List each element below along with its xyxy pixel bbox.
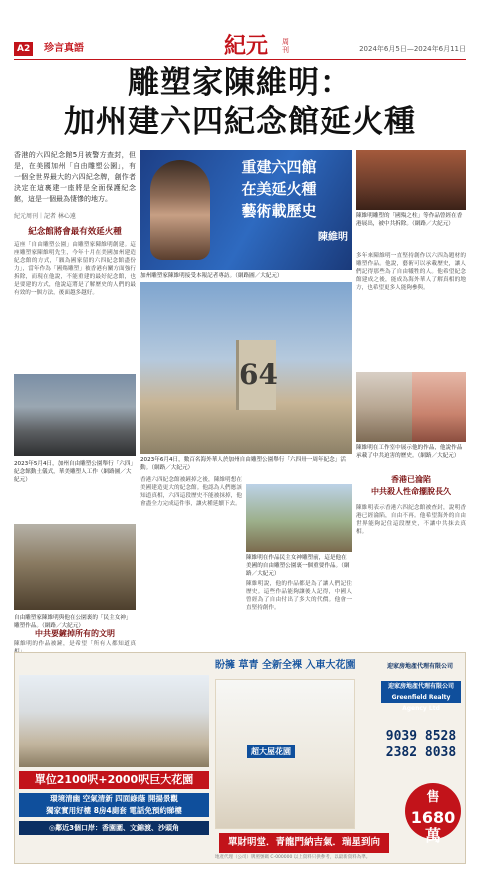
hero-title-line-2: 在美延火種 [241,180,317,198]
hero-title-line-1: 重建六四館 [241,158,317,176]
left-column [14,150,136,297]
ad-price-label: 售 [426,790,440,805]
artist-portrait [150,160,210,260]
left-subhead-2: 中共要鏟掉所有的文明 [35,629,115,638]
headline [14,64,466,142]
ad-price-badge [405,783,461,845]
ad-headline-text: 盼擁 草青 全新全裸 入車大花園 [215,660,356,671]
pillar-caption: 陳維明雕塑的「國殤之柱」等作品曾經在香港展出，被中共拆除。（網路／大紀元） [356,213,463,227]
header-rule [14,59,466,60]
headline-line-1: 雕塑家陳維明： [128,65,352,101]
page-header [14,33,466,60]
studio-caption: 陳維明在工作室中展示他的作品，他說作品承載了中共迫害的歷史。（網路／大紀元） [356,445,463,459]
statue-photo [14,524,136,610]
monument-64: 64 [236,340,276,410]
ad-headline [215,657,365,675]
ad-phone-1[interactable]: 9039 8528 [385,729,457,744]
goddess-caption: 陳維明在作品民主女神雕塑前，這是他在美國的自由雕塑公園裏一個重要作品。（網路／大紀元） [246,555,350,577]
brand-logo: 紀元 [224,33,269,59]
middle-body-2: 陳維明說，他的作品都是為了讓人們記住歷史。這些作品能夠讓後人記得，中國人曾經為了自由付出了多大的代價。他會一直堅持創作。 [246,581,352,611]
ad-company-logo: 迎家房地產代理有限公司 Greenfield Realty Agency Ltd [381,681,461,703]
pillar-of-shame-photo [356,150,466,210]
square-caption: 2023年6月4日，數百名海外華人於加州自由雕塑公園舉行「六四卅一周年紀念」活動。（網路／大紀元） [140,457,346,471]
left-body-3: 陳維明的作品被鏟，是希望「所有人都知道真 [14,641,136,647]
ad-phone-numbers[interactable] [381,729,461,761]
issue-date: 2024年6月5日—2024年6月11日 [359,45,466,53]
statue-caption: 自由雕塑家陳維明與他在公園裏的「民主女神」雕塑作品。（網路／大紀元） [14,615,132,629]
middle-body: 香港六四紀念館被鏟掉之後，陳維明想在美國建造更大的紀念館。他認為人們應該知道真相，六四這段歷史不能被抹掉，他會盡全力完成這件事，讓火種延續下去。 [140,477,242,507]
byline: 紀元周刊｜記者 林心遠 [14,213,76,220]
ad-company-name: 迎家房地產代理有限公司 [387,663,454,670]
ad-fengshui-banner: 單財明堂．青龍門納吉氣．瑞星到向 [219,833,389,853]
ad-location: ◎鄰近3個口岸：香園圍、文錦渡、沙頭角 [19,821,209,835]
real-estate-ad[interactable] [14,652,466,864]
hero-title-line-3: 藝術載歷史 [241,202,317,220]
hero-artist-name: 陳維明 [318,232,348,243]
right-subhead: 香港已淪陷 中共殺人性命擺脫長久 [371,475,451,496]
ad-phone-2[interactable]: 2382 8038 [385,745,457,760]
section-badge: A2 [14,42,33,56]
ad-size-banner: 單位2100呎+2000呎巨大花園 [19,771,209,789]
ad-price-value: 1680萬 [410,808,456,845]
ad-garden-label: 超大屋花園 [247,745,295,758]
ad-features [19,793,209,817]
ceremony-photo [14,374,136,456]
right-body-2: 陳維明表示香港六四紀念館被查封，說明香港已經淪陷，自由不再。他希望海外的自由世界能夠記住這段歷史，不讓中共抹去真相。 [356,505,466,535]
hero-caption: 加州雕塑家陳維明接受本報記者專訪。（網路圖／大紀元） [140,273,283,279]
ad-fine-print: 地產代理（公司）牌照號碼 C-000000 以上資料只供參考，以最新資料為準。 [215,855,371,860]
ad-features-line-2: 獨家實用好樓 8房4廁套 電話免預約睇樓 [46,806,182,815]
goddess-statue-photo [246,484,352,552]
headline-line-2: 加州建六四紀念館延火種 [64,104,416,140]
lede-paragraph: 香港的六四紀念館5月被警方查封，但是，在美國加州「自由雕塑公園」，有一個全世界最大的六四紀念牌，創作者決定在這裏建一座將是全面保護紀念館，這是一個最為悽慘的地方。 [14,151,136,203]
sculpture-detail-photo [412,372,466,442]
brand-subtitle: 周刊 [282,38,289,54]
left-body: 這座「自由雕塑公園」由雕塑家陳維明創建。這座雕塑家陳維明先生，今年十月在美國加州建造紀念館的方式，「願為國家留的六四紀念館盡份力」，當年作為「國殤雕塑」被香港有關方面強行拆除，而現在他說，不能重建的最好紀念館，也是要建的方式，他說這將是了解歷史的人們的最有效的一個方法，後面越多越好。 [14,242,136,296]
section-name: 珍言真語 [44,43,84,54]
left-subhead: 紀念館將會最有效延火種 [28,227,122,237]
ad-building-photo [19,675,209,767]
hero-title [212,156,346,222]
ad-features-line-1: 環境清幽 空氣清新 四面綠蔭 開揚景觀 [50,794,178,803]
ceremony-caption: 2023年5月4日，加州自由雕塑公園舉行「六四」紀念館動土儀式，華美雕塑人工作（網路圖／大紀元） [14,461,134,483]
right-body: 多年來陳維明一直堅持創作以六四為題材的雕塑作品。他說，藝術可以承載歷史，讓人們記得那些為了自由犧牲的人。他希望紀念館建成之後，能成為海外華人了解真相的地方，也希望更多人能夠參與。 [356,253,466,291]
